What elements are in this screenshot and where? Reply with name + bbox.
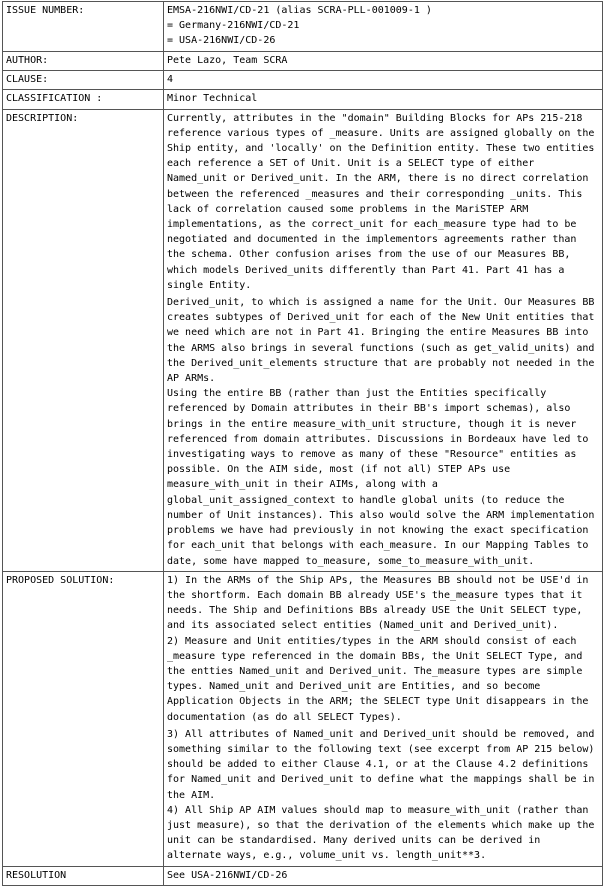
- issue-number-value: [164, 2, 603, 52]
- issue-number-label: ISSUE NUMBER:: [3, 2, 164, 52]
- proposed-solution-paragraph: 3) All attributes of Named_unit and Derived_unit should be removed, and something similar to the following text (see excerpt from AP 215 below) should be added to either Clause 4.1, or at the Clause 4.2 definitions for Named_unit and Derived_unit to define what the mappings shall be in the AIM.: [167, 728, 595, 801]
- proposed-solution-value: [164, 571, 603, 866]
- proposed-solution-paragraph: 2) Measure and Unit entities/types in the ARM should consist of each _measure type referenced in the domain BBs, the Unit SELECT Type, and the entties Named_unit and Derived_unit. The_measure types are simple types. Named_unit and Derived_unit are Entities, and so become Application Objects in the ARM; the SELECT type Unit disappears in the documentation (as do all SELECT Types).: [167, 635, 589, 723]
- row-author: [3, 52, 603, 71]
- description-label: DESCRIPTION:: [3, 109, 164, 571]
- issue-number-alias-usa: = USA-216NWI/CD-26: [167, 35, 276, 47]
- classification-value: Minor Technical: [164, 90, 603, 109]
- clause-label: CLAUSE:: [3, 71, 164, 90]
- description-paragraph: Currently, attributes in the "domain" Building Blocks for APs 215-218 reference various types of _measure. Units are assigned globally on the Ship entity, and 'locally' on the Definition entity. These two entities each reference a SET of Unit. Unit is a SELECT type of either Named_unit or Derived_unit. In the ARM, there is no direct correlation between the referenced _measures and their corresponding _units. This lack of correlation caused some problems in the MariSTEP ARM implementations, as the correct_unit for each_measure type had to be negotiated and documented in the implementors agreements rather than the schema. Other confusion arises from the use of our Measures BB, which models Derived_units differently than Part 41. Part 41 has a single Entity.: [167, 112, 595, 291]
- proposed-solution-label: PROPOSED SOLUTION:: [3, 571, 164, 866]
- row-description: [3, 109, 603, 571]
- clause-value: 4: [164, 71, 603, 90]
- description-paragraph: Using the entire BB (rather than just the Entities specifically referenced by Domain attributes in their BB's import schemas), also brings in the entire measure_with_unit structure, though it is never referenced from domain attributes. Discussions in Bordeaux have led to investigating ways to remove as many of these "Resource" entities as possible. On the AIM side, most (if not all) STEP APs use measure_with_unit in their AIMs, along with a global_unit_assigned_context to handle global units (to reduce the number of Unit instances). This also would solve the ARM implementation problems we have had previously in not knowing the exact specification for each_unit that belongs with each_measure. In our Mapping Tables to date, some have mapped to_measure, some_to_measure_with_unit.: [167, 388, 595, 567]
- issue-number-alias-germany: = Germany-216NWI/CD-21: [167, 20, 300, 32]
- description-value: [164, 109, 603, 571]
- row-proposed-solution: [3, 571, 603, 866]
- row-clause: [3, 71, 603, 90]
- row-issue-number: [3, 2, 603, 52]
- classification-label: CLASSIFICATION :: [3, 90, 164, 109]
- row-resolution: [3, 866, 603, 885]
- author-value: Pete Lazo, Team SCRA: [164, 52, 603, 71]
- issue-number-line: EMSA-216NWI/CD-21 (alias SCRA-PLL-001009-1 ): [167, 5, 432, 16]
- issue-record-table: [2, 1, 603, 886]
- proposed-solution-paragraph: 4) All Ship AP AIM values should map to measure_with_unit (rather than just measure), so that the derivation of the elements which make up the unit can be standardised. Many derived units can be derived in alternate ways, e.g., volume_unit vs. length_unit**3.: [167, 804, 595, 862]
- resolution-label: RESOLUTION: [3, 866, 164, 885]
- row-classification: [3, 90, 603, 109]
- description-paragraph: Derived_unit, to which is assigned a name for the Unit. Our Measures BB creates subtypes of Derived_unit for each of the New Unit entities that we need which are not in Part 41. Bringing the entire Measures BB into the ARMS also brings in several functions (such as get_valid_units) and the Derived_unit_elements structure that are probably not needed in the AP ARMs.: [167, 297, 595, 385]
- resolution-value: See USA-216NWI/CD-26: [164, 866, 603, 885]
- proposed-solution-paragraph: 1) In the ARMs of the Ship APs, the Measures BB should not be USE'd in the shortform. Each domain BB already USE's the_measure types that it needs. The Ship and Definitions BBs already USE the Unit SELECT type, and its associated select entities (Named_unit and Derived_unit).: [167, 574, 589, 632]
- author-label: AUTHOR:: [3, 52, 164, 71]
